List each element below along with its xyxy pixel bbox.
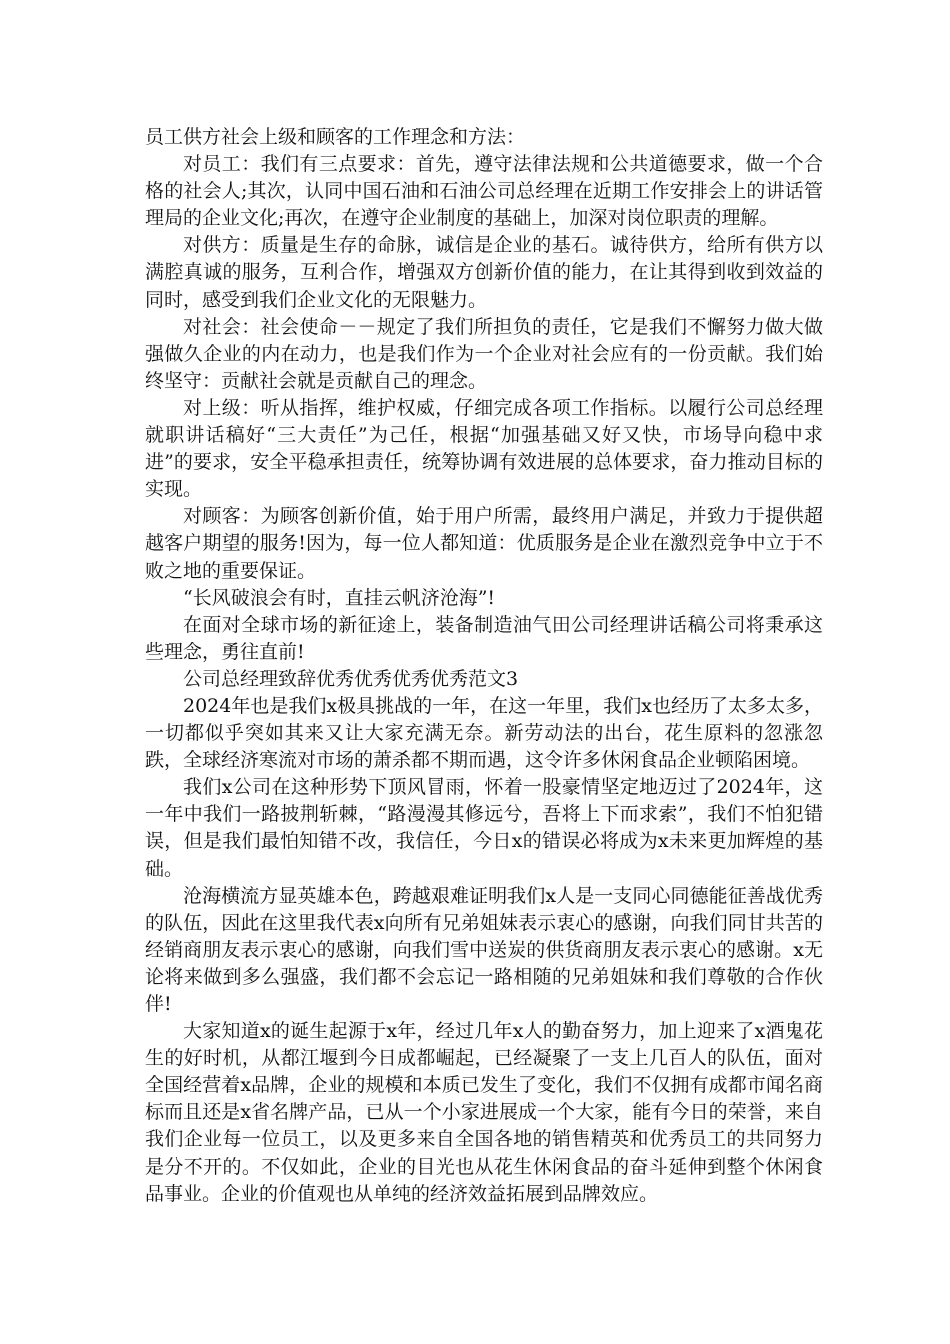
paragraph-society: 对社会：社会使命－－规定了我们所担负的责任，它是我们不懈努力做大做强做久企业的内在动力，也是我们作为一个企业对社会应有的一份贡献。我们始终坚守：贡献社会就是贡献自己的理念。 [145,315,823,392]
paragraph-thanks: 沧海横流方显英雄本色，跨越艰难证明我们x人是一支同心同德能征善战优秀的队伍，因此在这里我代表x向所有兄弟姐妹表示衷心的感谢，向我们同甘共苦的经销商朋友表示衷心的感谢，向我们雪中送炭的供货商朋友表示衷心的感谢。x无论将来做到多么强盛，我们都不会忘记一路相随的兄弟姐妹和我们尊敬的合作伙伴! [145,884,823,1015]
section-heading: 公司总经理致辞优秀优秀优秀优秀范文3 [183,667,519,690]
document-body [145,124,823,1208]
paragraph-intro: 员工供方社会上级和顾客的工作理念和方法： [145,126,526,148]
paragraph-customers: 对顾客：为顾客创新价值，始于用户所需，最终用户满足，并致力于提供超越客户期望的服务!因为，每一位人都知道：优质服务是企业在激烈竞争中立于不败之地的重要保证。 [145,505,823,582]
paragraph-challenging-year: 2024年也是我们x极具挑战的一年，在这一年里，我们x也经历了太多太多，一切都似乎突如其来又让大家充满无奈。新劳动法的出台，花生原料的忽涨忽跌，全球经济寒流对市场的萧杀都不期而遇，这令许多休闲食品企业顿陷困境。 [145,694,823,772]
paragraph-suppliers: 对供方：质量是生存的命脉，诚信是企业的基石。诚待供方，给所有供方以满腔真诚的服务，互利合作，增强双方创新价值的能力，在让其得到收到效益的同时，感受到我们企业文化的无限魅力。 [145,234,823,311]
paragraph-history: 大家知道x的诞生起源于x年，经过几年x人的勤奋努力，加上迎来了x酒鬼花生的好时机，从都江堰到今日成都崛起，已经凝聚了一支上几百人的队伍，面对全国经营着x品牌，企业的规模和本质已发生了变化，我们不仅拥有成都市闻名商标而且还是x省名牌产品，已从一个小家进展成一个大家，能有今日的荣誉，来自我们企业每一位员工，以及更多来自全国各地的销售精英和优秀员工的共同努力是分不开的。不仅如此，企业的目光也从花生休闲食品的奋斗延伸到整个休闲食品事业。企业的价值观也从单纯的经济效益拓展到品牌效应。 [145,1020,823,1205]
paragraph-superiors: 对上级：听从指挥，维护权威，仔细完成各项工作指标。以履行公司总经理就职讲话稿好“三大责任”为己任，根据“加强基础又好又快，市场导向稳中求进”的要求，安全平稳承担责任，统筹协调有效进展的总体要求，奋力推动目标的实现。 [145,396,823,501]
paragraph-new-journey: 在面对全球市场的新征途上，装备制造油气田公司经理讲话稿公司将秉承这些理念，勇往直前! [145,613,823,663]
paragraph-quote: “长风破浪会有时，直挂云帆济沧海”! [183,586,496,609]
paragraph-company-stance: 我们x公司在这种形势下顶风冒雨，怀着一股豪情坚定地迈过了2024年，这一年中我们一路披荆斩棘，“路漫漫其修远兮，吾将上下而求索”，我们不怕犯错误，但是我们最怕知错不改，我信任，今日x的错误必将成为x未来更加辉煌的基础。 [145,776,823,880]
paragraph-employees: 对员工：我们有三点要求：首先，遵守法律法规和公共道德要求，做一个合格的社会人;其次，认同中国石油和石油公司总经理在近期工作安排会上的讲话管理局的企业文化;再次，在遵守企业制度的基础上，加深对岗位职责的理解。 [145,153,823,230]
